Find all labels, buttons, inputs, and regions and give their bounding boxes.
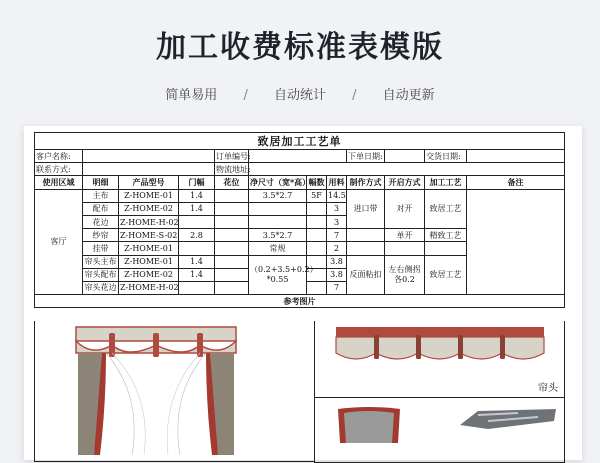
make-method-cell: 进口带 [347,189,385,229]
size-cell: 3.5*2.7 [249,189,307,202]
size-cell [249,202,307,215]
column-header: 开启方式 [385,176,425,189]
order-date-value[interactable] [385,150,425,163]
usage-cell: 14.5 [327,189,347,202]
model-cell: Z-HOME-01 [119,189,179,202]
width-cell [179,281,215,294]
make-method-cell [347,229,385,242]
feature-separator: / [352,88,357,103]
logistics-label: 物流地址: [215,163,249,176]
order-date-label: 下单日期: [347,150,385,163]
contact-value[interactable] [83,163,215,176]
craft-cell: 致居工艺 [425,189,467,229]
craft-cell: 精致工艺 [425,229,467,242]
area-cell: 客厅 [35,189,83,295]
reference-images-header: 参考图片 [35,295,565,308]
usage-cell: 3.8 [327,268,347,281]
usage-cell: 2 [327,242,347,255]
panels-cell [307,281,327,294]
remarks-cell [467,189,565,295]
size-cell: 常规 [249,242,307,255]
valance-illustration [334,325,546,369]
panels-cell: 5F [307,189,327,202]
open-method-cell: 单开 [385,229,425,242]
logistics-value[interactable] [249,163,565,176]
order-no-value[interactable] [249,150,347,163]
panels-cell [307,202,327,215]
column-header: 门幅 [179,176,215,189]
pattern-cell [215,268,249,281]
usage-cell: 3 [327,202,347,215]
pattern-cell [215,202,249,215]
detail-cell: 配布 [83,202,119,215]
worksheet-preview [24,126,582,460]
column-header: 使用区域 [35,176,83,189]
make-method-cell: 反面粘扣 [347,255,385,295]
valance-caption: 帘头 [538,383,558,394]
model-cell: Z-HOME-01 [119,255,179,268]
width-cell: 1.4 [179,202,215,215]
usage-cell: 7 [327,229,347,242]
trim-sample-image [458,407,558,431]
open-method-cell [385,242,425,255]
model-cell: Z-HOME-H-02 [119,215,179,228]
size-cell [249,215,307,228]
pattern-cell [215,215,249,228]
width-cell [179,242,215,255]
width-cell: 1.4 [179,268,215,281]
detail-cell: 帘头花边 [83,281,119,294]
pattern-cell [215,242,249,255]
model-cell: Z-HOME-S-02 [119,229,179,242]
detail-cell: 挂带 [83,242,119,255]
detail-cell: 帘头主布 [83,255,119,268]
column-header: 用料 [327,176,347,189]
fabric-sample-image [336,403,402,443]
pattern-cell [215,189,249,202]
panels-cell [307,229,327,242]
column-header: 幅数 [307,176,327,189]
width-cell [179,215,215,228]
delivery-date-label: 交货日期: [425,150,467,163]
width-cell: 1.4 [179,189,215,202]
page-title: 加工收费标准表模版 [156,30,444,65]
usage-cell: 3 [327,215,347,228]
column-header: 产品型号 [119,176,179,189]
detail-cell: 花边 [83,215,119,228]
feature-item: 自动统计 [273,88,326,103]
width-cell: 1.4 [179,255,215,268]
feature-item: 自动更新 [382,88,435,103]
contact-label: 联系方式: [35,163,83,176]
usage-cell: 3.8 [327,255,347,268]
craft-cell: 致居工艺 [425,255,467,295]
model-cell: Z-HOME-H-02 [119,281,179,294]
sheet-title: 致居加工工艺单 [35,133,565,150]
pattern-cell [215,255,249,268]
open-method-cell: 左右侧拐各0.2 [385,255,425,295]
column-header: 制作方式 [347,176,385,189]
craft-cell [425,242,467,255]
feature-list [0,84,600,103]
delivery-date-value[interactable] [467,150,565,163]
reference-images [34,321,564,461]
table-row [35,189,565,202]
detail-cell: 主布 [83,189,119,202]
usage-cell: 7 [327,281,347,294]
customer-value[interactable] [83,150,215,163]
column-header: 明细 [83,176,119,189]
order-no-label: 订单编号: [215,150,249,163]
panels-cell [307,242,327,255]
column-header: 加工工艺 [425,176,467,189]
detail-cell: 帘头配布 [83,268,119,281]
size-cell: 3.5*2.7 [249,229,307,242]
pattern-cell [215,229,249,242]
feature-separator: / [243,88,248,103]
process-table [34,132,565,308]
model-cell: Z-HOME-02 [119,268,179,281]
column-header: 备注 [467,176,565,189]
width-cell: 2.8 [179,229,215,242]
column-header: 净尺寸（宽*高） [249,176,307,189]
customer-label: 客户名称: [35,150,83,163]
curtain-illustration [72,325,240,461]
feature-item: 简单易用 [165,88,218,103]
column-header: 花位 [215,176,249,189]
model-cell: Z-HOME-01 [119,242,179,255]
size-cell: （0.2+3.5+0.2）*0.55 [249,255,307,295]
make-method-cell [347,242,385,255]
open-method-cell: 对开 [385,189,425,229]
detail-cell: 纱帘 [83,229,119,242]
panels-cell [307,215,327,228]
model-cell: Z-HOME-02 [119,202,179,215]
pattern-cell [215,281,249,294]
